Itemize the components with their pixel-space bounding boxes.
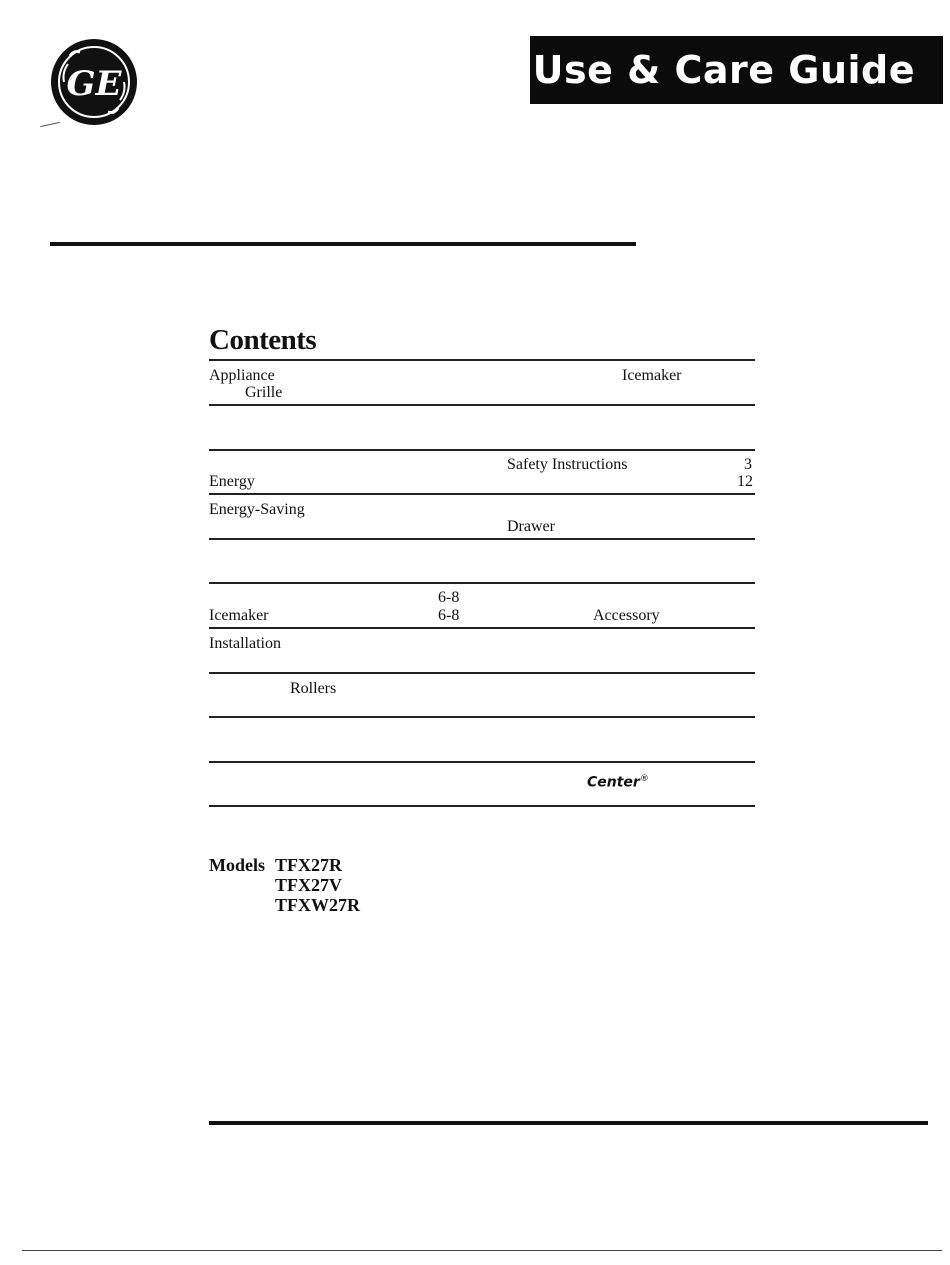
model-2: TFX27V <box>275 875 342 895</box>
entry-energy-saving[interactable]: Energy-Saving <box>209 501 305 518</box>
entry-rollers[interactable]: Rollers <box>290 680 337 697</box>
rule-7 <box>209 627 755 629</box>
rule-6 <box>209 582 755 584</box>
top-rule <box>50 242 636 246</box>
model-3: TFXW27R <box>275 895 360 915</box>
center-text: Center <box>587 774 640 791</box>
entry-installation[interactable]: Installation <box>209 635 281 652</box>
entry-pages-a: 6-8 <box>438 589 460 606</box>
entry-icemaker-right[interactable]: Icemaker <box>622 367 682 384</box>
entry-drawer[interactable]: Drawer <box>507 518 555 535</box>
entry-appliance[interactable]: Appliance <box>209 367 275 384</box>
footer-rule <box>22 1250 942 1251</box>
model-1: TFX27R <box>275 855 342 875</box>
entry-pages-b: 6-8 <box>438 607 460 624</box>
ge-logo-icon <box>50 38 138 126</box>
rule-9 <box>209 716 755 718</box>
registered-mark: ® <box>639 774 649 784</box>
entry-energy[interactable]: Energy <box>209 473 255 490</box>
rule-11 <box>209 805 755 807</box>
entry-icemaker-left[interactable]: Icemaker <box>209 607 269 624</box>
rule-2 <box>209 404 755 406</box>
rule-5 <box>209 538 755 540</box>
entry-energy-page: 12 <box>737 473 753 490</box>
contents-heading: Contents <box>209 324 317 356</box>
rule-3 <box>209 449 755 451</box>
entry-safety[interactable]: Safety Instructions <box>507 456 628 473</box>
bottom-rule <box>209 1121 928 1125</box>
rule-4 <box>209 493 755 495</box>
entry-center[interactable] <box>587 771 649 791</box>
rule-1 <box>209 359 755 361</box>
title-banner: Use & Care Guide <box>530 36 943 104</box>
rule-8 <box>209 672 755 674</box>
entry-safety-page: 3 <box>744 456 752 473</box>
entry-grille[interactable]: Grille <box>245 384 283 401</box>
logo-text: GE <box>66 64 122 104</box>
rule-10 <box>209 761 755 763</box>
models-label: Models <box>209 855 265 875</box>
entry-accessory[interactable]: Accessory <box>593 607 660 624</box>
